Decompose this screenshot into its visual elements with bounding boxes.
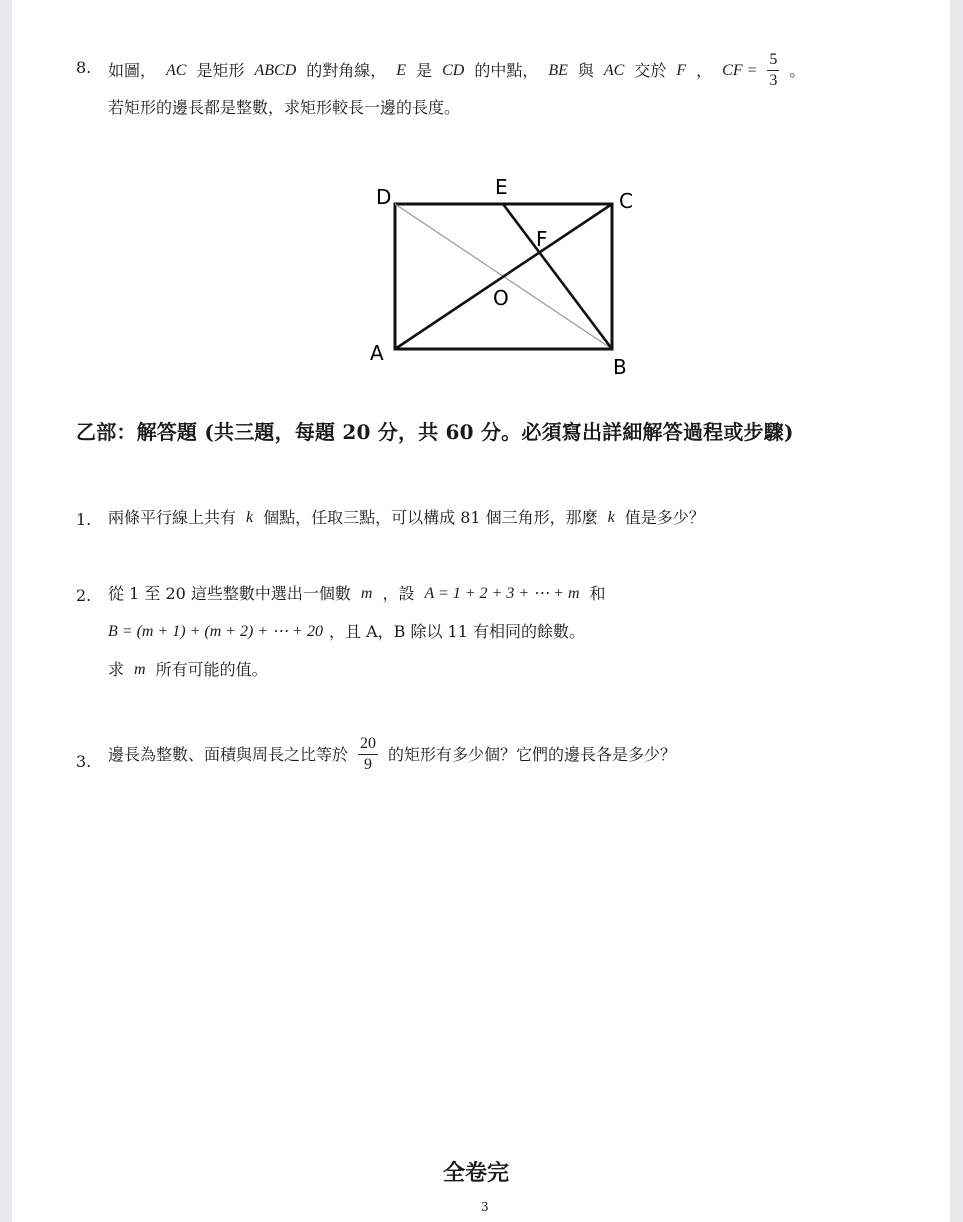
q8-var-cd: CD bbox=[442, 61, 465, 79]
p2-eq-b: B = (m + 1) + (m + 2) + ⋯ + 20 bbox=[108, 623, 323, 640]
p3-text-b: 的矩形有多少個？它們的邊長各是多少？ bbox=[388, 744, 677, 764]
p2-eq-a: A = 1 + 2 + 3 + ⋯ + m bbox=[424, 585, 580, 602]
section-title: 乙部：解答題 (共三題，每題 20 分，共 60 分。必須寫出詳細解答過程或步驟) bbox=[76, 420, 794, 444]
q8-text: 是矩形 bbox=[196, 60, 245, 80]
rectangle-figure bbox=[352, 168, 652, 383]
p1-var-k2: k bbox=[607, 509, 615, 526]
q8-var-be: BE bbox=[548, 61, 568, 79]
question-8-line1 bbox=[108, 52, 805, 89]
q8-text: 與 bbox=[577, 60, 594, 80]
problem-2-number: 2. bbox=[76, 586, 92, 605]
p3-fraction-numerator: 20 bbox=[358, 736, 378, 755]
p1-var-k: k bbox=[246, 509, 254, 526]
q8-text: 的對角線， bbox=[306, 60, 387, 80]
q8-var-ac: AC bbox=[166, 61, 187, 79]
q8-text: 的中點， bbox=[474, 60, 539, 80]
label-a: A bbox=[370, 341, 384, 365]
problem-2-line3 bbox=[108, 660, 268, 680]
q8-fraction-numerator: 5 bbox=[767, 52, 779, 71]
label-c: C bbox=[619, 189, 633, 213]
q8-fraction bbox=[767, 52, 779, 89]
p2-line3-a: 求 bbox=[108, 660, 125, 679]
exam-page bbox=[12, 0, 950, 1222]
q8-text: 是 bbox=[416, 60, 433, 80]
q8-var-cf: CF = bbox=[722, 61, 758, 79]
problem-1-number: 1. bbox=[76, 510, 92, 529]
q8-var-ac2: AC bbox=[603, 61, 625, 79]
p2-line1-b: ，設 bbox=[382, 584, 415, 603]
p1-text-c: 值是多少？ bbox=[624, 508, 705, 527]
segment-be bbox=[503, 204, 612, 349]
p2-var-m2: m bbox=[134, 661, 146, 678]
problem-2-line1 bbox=[108, 584, 606, 604]
q8-var-f: F bbox=[676, 61, 687, 79]
question-8-number: 8. bbox=[76, 58, 92, 77]
q8-var-e: E bbox=[396, 61, 407, 79]
p1-text-b: 個點，任取三點，可以構成 81 個三角形，那麼 bbox=[263, 508, 598, 527]
q8-text: 交於 bbox=[634, 60, 667, 80]
label-f: F bbox=[536, 227, 548, 251]
q8-text-end: 。 bbox=[789, 60, 806, 80]
p2-var-m: m bbox=[360, 585, 373, 602]
p3-fraction bbox=[358, 736, 378, 773]
question-8-line2: 若矩形的邊長都是整數，求矩形較長一邊的長度。 bbox=[108, 98, 461, 117]
p2-line1-a: 從 1 至 20 這些整數中選出一個數 bbox=[108, 584, 351, 603]
p3-fraction-denominator: 9 bbox=[364, 756, 373, 773]
problem-3-number: 3. bbox=[76, 752, 92, 771]
q8-text: ， bbox=[696, 60, 713, 80]
problem-3-text bbox=[108, 736, 676, 773]
q8-fraction-denominator: 3 bbox=[769, 72, 778, 89]
label-b: B bbox=[613, 355, 627, 379]
label-e: E bbox=[495, 175, 508, 199]
label-o: O bbox=[493, 286, 509, 310]
p2-line1-c: 和 bbox=[589, 584, 606, 603]
problem-2-line2 bbox=[108, 622, 585, 642]
p2-line2-b: ，且 A，B 除以 11 有相同的餘數。 bbox=[328, 622, 586, 641]
problem-1-text bbox=[108, 508, 705, 528]
label-d: D bbox=[376, 185, 392, 209]
q8-var-abcd: ABCD bbox=[254, 61, 297, 79]
q8-text: 如圖， bbox=[108, 60, 157, 80]
page-number: 3 bbox=[481, 1200, 489, 1214]
p1-text-a: 兩條平行線上共有 bbox=[108, 508, 237, 527]
p2-line3-b: 所有可能的值。 bbox=[155, 660, 268, 679]
p3-text-a: 邊長為整數、面積與周長之比等於 bbox=[108, 744, 349, 764]
end-of-paper: 全卷完 bbox=[443, 1160, 510, 1186]
